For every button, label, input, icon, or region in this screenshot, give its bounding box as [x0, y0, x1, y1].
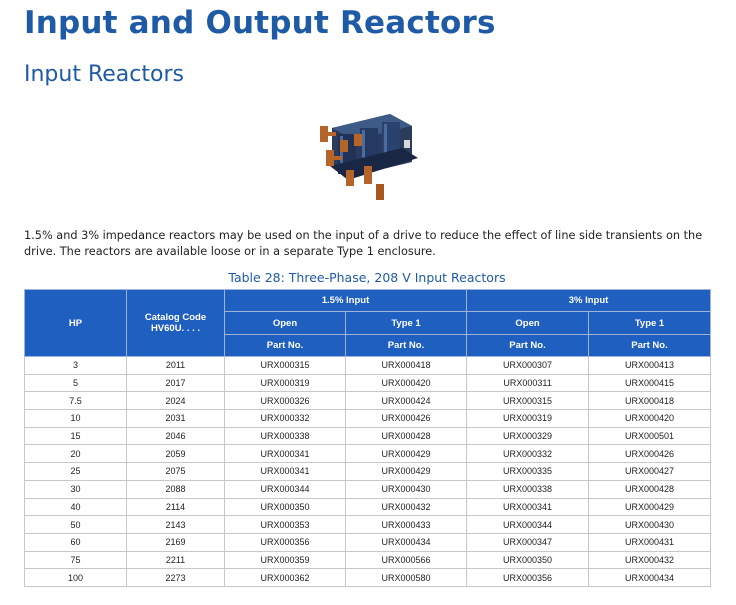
table-row	[25, 374, 711, 392]
cell-part-no: URX000426	[589, 445, 711, 463]
cell-hp: 7.5	[25, 392, 127, 410]
table-row	[25, 569, 711, 587]
cell-part-no: URX000434	[346, 533, 467, 551]
table-row	[25, 480, 711, 498]
header-part-no: Part No.	[467, 335, 589, 357]
table-row	[25, 410, 711, 428]
cell-part-no: URX000341	[467, 498, 589, 516]
cell-part-no: URX000359	[225, 551, 346, 569]
cell-catalog-code: 2114	[127, 498, 225, 516]
cell-part-no: URX000332	[225, 410, 346, 428]
cell-hp: 100	[25, 569, 127, 587]
cell-part-no: URX000415	[589, 374, 711, 392]
cell-catalog-code: 2088	[127, 480, 225, 498]
cell-catalog-code: 2024	[127, 392, 225, 410]
cell-catalog-code: 2017	[127, 374, 225, 392]
cell-part-no: URX000430	[346, 480, 467, 498]
cell-part-no: URX000356	[467, 569, 589, 587]
table-row	[25, 551, 711, 569]
cell-catalog-code: 2273	[127, 569, 225, 587]
cell-part-no: URX000335	[467, 463, 589, 481]
table-row	[25, 357, 711, 375]
cell-part-no: URX000319	[467, 410, 589, 428]
cell-hp: 60	[25, 533, 127, 551]
input-reactors-table	[24, 289, 711, 587]
cell-part-no: URX000341	[225, 445, 346, 463]
cell-part-no: URX000356	[225, 533, 346, 551]
cell-part-no: URX000580	[346, 569, 467, 587]
table-row	[25, 463, 711, 481]
cell-part-no: URX000566	[346, 551, 467, 569]
cell-part-no: URX000420	[346, 374, 467, 392]
cell-part-no: URX000353	[225, 516, 346, 534]
cell-part-no: URX000429	[346, 463, 467, 481]
cell-catalog-code: 2211	[127, 551, 225, 569]
cell-part-no: URX000413	[589, 357, 711, 375]
reactor-product-image	[312, 110, 426, 210]
cell-part-no: URX000350	[225, 498, 346, 516]
table-row	[25, 498, 711, 516]
cell-part-no: URX000434	[589, 569, 711, 587]
cell-part-no: URX000329	[467, 427, 589, 445]
table-caption: Table 28: Three-Phase, 208 V Input Reactors	[228, 270, 506, 285]
cell-part-no: URX000344	[467, 516, 589, 534]
cell-hp: 25	[25, 463, 127, 481]
page-title: Input and Output Reactors	[24, 5, 496, 41]
header-part-no: Part No.	[589, 335, 711, 357]
cell-part-no: URX000315	[467, 392, 589, 410]
cell-part-no: URX000426	[346, 410, 467, 428]
cell-part-no: URX000319	[225, 374, 346, 392]
cell-hp: 75	[25, 551, 127, 569]
header-group-3-input: 3% Input	[467, 290, 711, 312]
cell-part-no: URX000311	[467, 374, 589, 392]
section-heading: Input Reactors	[24, 62, 184, 87]
cell-hp: 50	[25, 516, 127, 534]
cell-catalog-code: 2075	[127, 463, 225, 481]
cell-catalog-code: 2046	[127, 427, 225, 445]
cell-part-no: URX000347	[467, 533, 589, 551]
header-group-1-5-input: 1.5% Input	[225, 290, 467, 312]
cell-hp: 15	[25, 427, 127, 445]
cell-catalog-code: 2169	[127, 533, 225, 551]
header-type1: Type 1	[589, 312, 711, 335]
cell-catalog-code: 2031	[127, 410, 225, 428]
header-part-no: Part No.	[346, 335, 467, 357]
cell-part-no: URX000418	[346, 357, 467, 375]
header-type1: Type 1	[346, 312, 467, 335]
cell-part-no: URX000350	[467, 551, 589, 569]
cell-part-no: URX000420	[589, 410, 711, 428]
cell-part-no: URX000427	[589, 463, 711, 481]
cell-part-no: URX000326	[225, 392, 346, 410]
table-row	[25, 427, 711, 445]
cell-part-no: URX000362	[225, 569, 346, 587]
cell-hp: 10	[25, 410, 127, 428]
cell-hp: 5	[25, 374, 127, 392]
table-row	[25, 445, 711, 463]
header-part-no: Part No.	[225, 335, 346, 357]
cell-part-no: URX000432	[589, 551, 711, 569]
header-open: Open	[467, 312, 589, 335]
cell-part-no: URX000431	[589, 533, 711, 551]
cell-catalog-code: 2059	[127, 445, 225, 463]
cell-part-no: URX000332	[467, 445, 589, 463]
cell-part-no: URX000428	[346, 427, 467, 445]
header-catalog-code: Catalog Code HV60U. . . .	[127, 290, 225, 357]
intro-paragraph: 1.5% and 3% impedance reactors may be used on the input of a drive to reduce the effect of line side transients on the drive. The reactors are available loose or in a separate Type 1 enclosure.	[24, 229, 703, 258]
cell-part-no: URX000338	[467, 480, 589, 498]
cell-part-no: URX000429	[346, 445, 467, 463]
cell-part-no: URX000338	[225, 427, 346, 445]
cell-hp: 30	[25, 480, 127, 498]
cell-part-no: URX000429	[589, 498, 711, 516]
cell-part-no: URX000501	[589, 427, 711, 445]
cell-part-no: URX000424	[346, 392, 467, 410]
cell-part-no: URX000344	[225, 480, 346, 498]
table-row	[25, 516, 711, 534]
cell-part-no: URX000433	[346, 516, 467, 534]
cell-hp: 20	[25, 445, 127, 463]
header-hp: HP	[25, 290, 127, 357]
cell-part-no: URX000418	[589, 392, 711, 410]
cell-catalog-code: 2011	[127, 357, 225, 375]
table-row	[25, 533, 711, 551]
cell-hp: 3	[25, 357, 127, 375]
cell-part-no: URX000432	[346, 498, 467, 516]
cell-hp: 40	[25, 498, 127, 516]
cell-part-no: URX000428	[589, 480, 711, 498]
cell-part-no: URX000341	[225, 463, 346, 481]
cell-part-no: URX000315	[225, 357, 346, 375]
cell-catalog-code: 2143	[127, 516, 225, 534]
header-open: Open	[225, 312, 346, 335]
table-row	[25, 392, 711, 410]
cell-part-no: URX000307	[467, 357, 589, 375]
cell-part-no: URX000430	[589, 516, 711, 534]
